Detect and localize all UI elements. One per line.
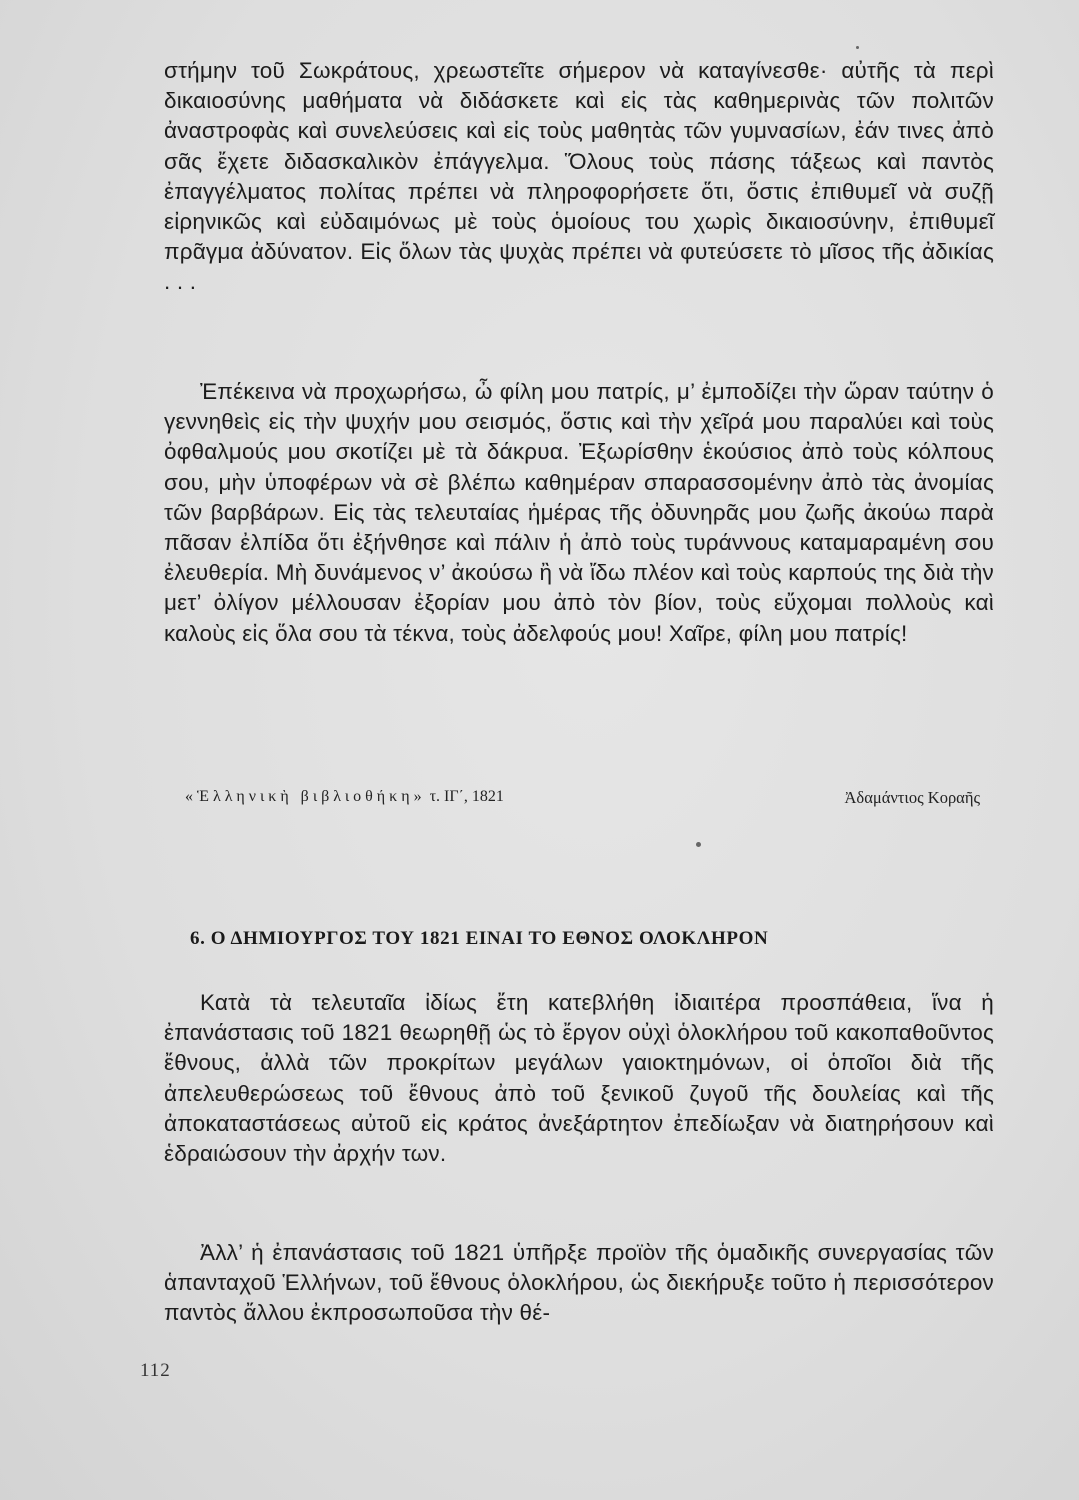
quote-paragraph-2 (164, 377, 994, 649)
paper-speck (856, 46, 859, 49)
section-heading: 6. Ο ΔΗΜΙΟΥΡΓΟΣ ΤΟΥ 1821 ΕΙΝΑΙ ΤΟ ΕΘΝΟΣ ΟΛΟΚΛΗΡΟΝ (190, 928, 769, 949)
paper-speck (696, 842, 701, 847)
citation-source-title: «Ἑλληνικὴ βιβλιοθήκη» (185, 788, 426, 805)
quote-paragraph-1 (164, 56, 994, 298)
citation-author: Ἀδαμάντιος Κοραῆς (844, 788, 980, 807)
citation-source (185, 788, 504, 808)
paragraph-text: Κατὰ τὰ τελευταῖα ἰδίως ἔτη κατεβλήθη ἰδιαιτέρα προσπάθεια, ἵνα ἡ ἐπανάστασις τοῦ 1821 θεωρηθῇ ὡς τὸ ἔργον οὐχὶ ὁλοκλήρου τοῦ κακοπαθοῦντος ἔθνους, ἀλλὰ τῶν προκρίτων μεγάλων γαιοκτημόνων, οἱ ὁποῖοι διὰ τῆς ἀπελευθερώσεως τοῦ ἔθνους ἀπὸ τοῦ ξενικοῦ ζυγοῦ τῆς δουλείας καὶ τῆς ἀποκαταστάσεως αὐτοῦ εἰς κράτος ἀνεξάρτητον ἐπεδίωξαν νὰ διατηρήσουν καὶ ἑδραιώσουν τὴν ἀρχήν των. (164, 990, 994, 1167)
paragraph-text: Ἀλλ’ ἡ ἐπανάστασις τοῦ 1821 ὑπῆρξε προϊὸν τῆς ὁμαδικῆς συνεργασίας τῶν ἁπανταχοῦ Ἑλλήνων, τοῦ ἔθνους ὁλοκλήρου, ὡς διεκήρυξε τοῦτο ἡ περισσότερον παντὸς ἄλλου ἐκπροσωποῦσα τὴν θέ- (164, 1240, 994, 1326)
paragraph-text: Ἐπέκεινα νὰ προχωρήσω, ὦ φίλη μου πατρίς, μ’ ἐμποδίζει τὴν ὥραν ταύτην ὁ γεννηθεὶς εἰς τὴν ψυχήν μου σεισμός, ὅστις καὶ τὴν χεῖρά μου παραλύει καὶ τοὺς ὀφθαλμούς μου σκοτίζει μὲ τὰ δάκρυα. Ἐξωρίσθην ἑκούσιος ἀπὸ τοὺς κόλπους σου, μὴν ὑποφέρων νὰ σὲ βλέπω καθημέραν σπαρασσομένην ἀπὸ τὰς ἀνομίας τῶν βαρβάρων. Εἰς τὰς τελευταίας ἡμέρας τῆς ὀδυνηρᾶς μου ζωῆς ἀκούω παρὰ πᾶσαν ἐλπίδα ὅτι ἐξήνθησε καὶ πάλιν ἡ ἀπὸ τοὺς τυράννους καταμαραμένη σου ἐλευθερία. Μὴ δυνάμενος ν’ ἀκούσω ἢ νὰ ἴδω πλέον καὶ τοὺς καρπούς της διὰ τὴν μετ’ ὀλίγον μέλλουσαν ἐξορίαν μου ἀπὸ τὸν βίον, τοὺς εὔχομαι πολλοὺς καὶ καλοὺς εἰς ὅλα σου τὰ τέκνα, τοὺς ἀδελφούς μου! Χαῖρε, φίλη μου πατρίς! (164, 379, 994, 646)
citation-volume: τ. ΙΓ΄, 1821 (429, 788, 504, 805)
page-number: 112 (140, 1360, 171, 1381)
body-paragraph-1 (164, 988, 994, 1169)
paragraph-text: στήμην τοῦ Σωκράτους, χρεωστεῖτε σήμερον νὰ καταγίνεσθε· αὐτῆς τὰ περὶ δικαιοσύνης μαθήματα νὰ διδάσκετε καὶ εἰς τὰς καθημερινὰς τῶν πολιτῶν ἀναστροφὰς καὶ συνελεύσεις καὶ εἰς τοὺς μαθητὰς τῶν γυμνασίων, ἐάν τινες ἀπὸ σᾶς ἔχετε διδασκαλικὸν ἐπάγγελμα. Ὅλους τοὺς πάσης τάξεως καὶ παντὸς ἐπαγγέλματος πολίτας πρέπει νὰ πληροφορήσετε ὅτι, ὅστις ἐπιθυμεῖ νὰ συζῇ εἰρηνικῶς καὶ εὐδαιμόνως μὲ τοὺς ὁμοίους του χωρὶς δικαιοσύνην, ἐπιθυμεῖ πρᾶγμα ἀδύνατον. Εἰς ὅλων τὰς ψυχὰς πρέπει νὰ φυτεύσετε τὸ μῖσος τῆς ἀδικίας . . . (164, 58, 994, 295)
body-paragraph-2 (164, 1238, 994, 1329)
citation (185, 788, 980, 808)
